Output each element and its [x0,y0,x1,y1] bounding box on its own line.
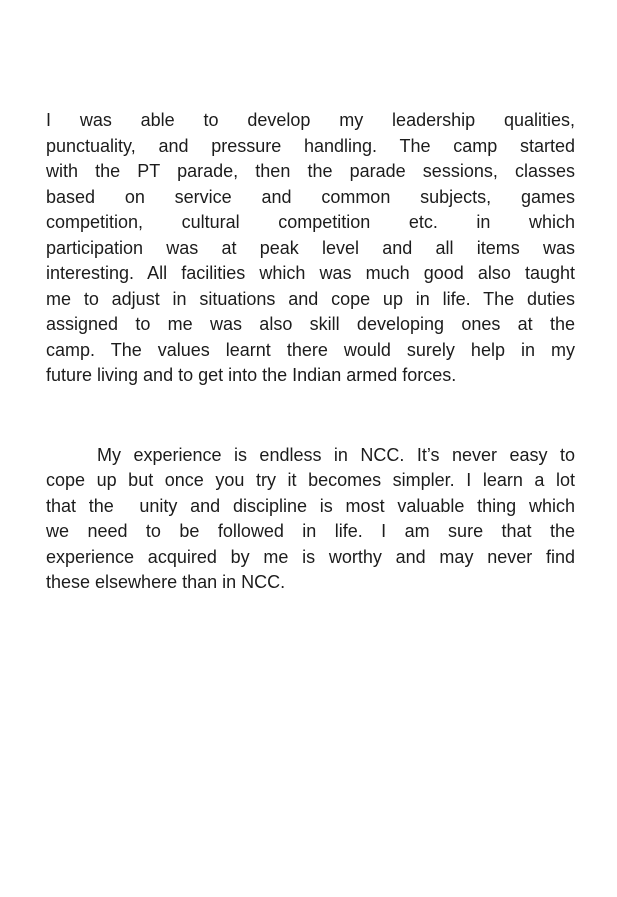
text-line: My experience is endless in NCC. It’s never easy to [97,444,575,465]
text-line: punctuality, and pressure handling. The camp started [46,135,575,156]
text-line: with the PT parade, then the parade sessions, classes [46,161,575,181]
text-line: me to adjust in situations and cope up in life. The duties [46,288,575,309]
text-line: assigned to me was also skill developing ones at the [46,314,575,334]
text-line: we need to be followed in life. I am sure that the [46,521,575,541]
paragraph-ncc-conclusion [46,443,575,596]
text-line: interesting. All facilities which was much good also taught [46,263,575,283]
text-line: competition, cultural competition etc. in which [46,212,575,232]
text-line: camp. The values learnt there would surely help in my [46,339,575,360]
paragraph-camp-experience [46,108,575,389]
text-line: I was able to develop my leadership qualities, [46,110,575,130]
text-line: future living and to get into the Indian armed forces. [46,365,457,385]
text-line: participation was at peak level and all items was [46,237,575,258]
text-line: these elsewhere than in NCC. [46,572,286,592]
document-text-block [46,108,575,596]
text-line: experience acquired by me is worthy and may never find [46,546,575,567]
text-line: that the unity and discipline is most valuable thing which [46,495,575,516]
text-line: based on service and common subjects, games [46,186,575,207]
text-line: cope up but once you try it becomes simpler. I learn a lot [46,470,575,490]
